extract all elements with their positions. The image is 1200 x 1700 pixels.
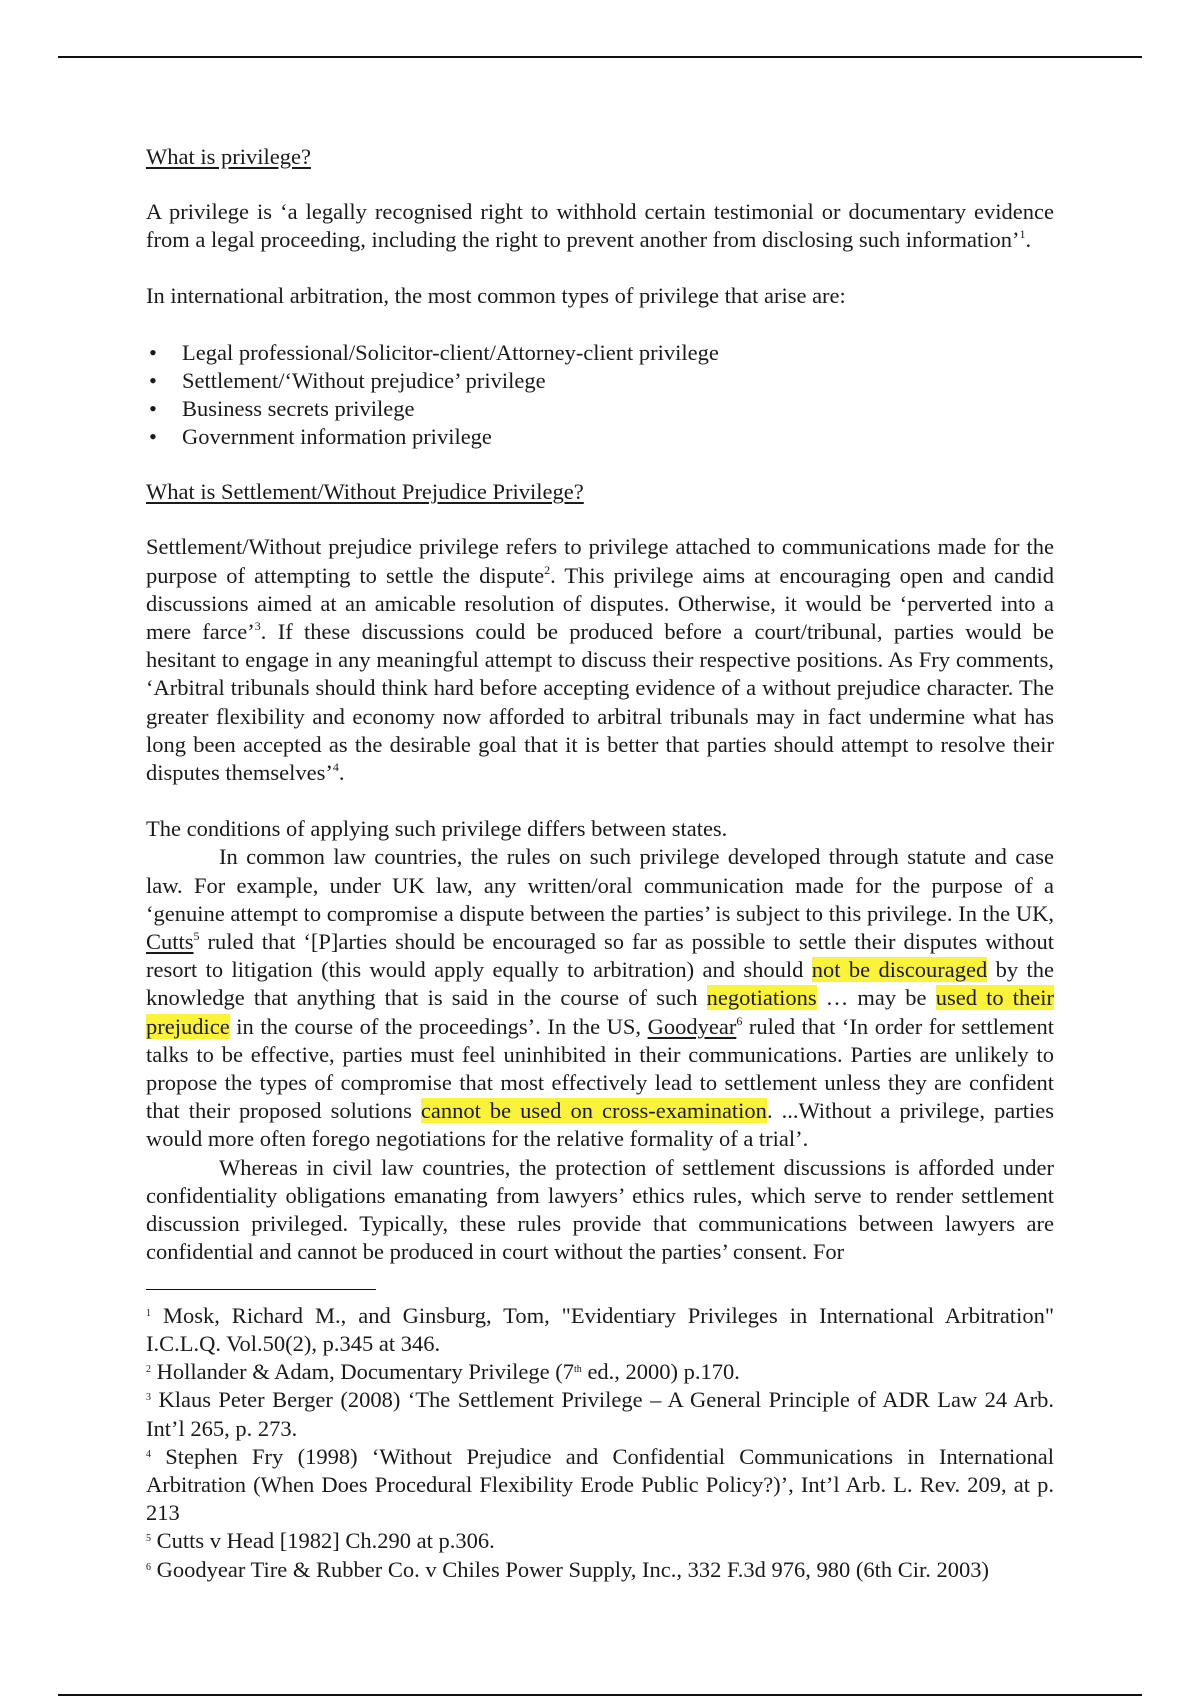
para5-text: in the course of the proceedings’. In the US, (229, 1013, 648, 1039)
footnote-ref-3[interactable]: 3 (254, 619, 261, 634)
footnote-number: 4 (146, 1448, 151, 1460)
highlight: not be discouraged (811, 957, 988, 983)
footnote-ref-2[interactable]: 2 (544, 562, 551, 577)
document-page (146, 142, 1054, 1584)
footnote (146, 1358, 1054, 1386)
footnote (146, 1443, 1054, 1528)
para1-text: A privilege is ‘a legally recognised right to withhold certain testimonial or documentary evidence from a legal proceeding, including the right to prevent another from disclosing such information’ (146, 199, 1054, 253)
privilege-types-list (146, 339, 1054, 452)
bullet-icon: • (149, 396, 157, 422)
para1-end: . (1025, 227, 1032, 253)
footnotes (146, 1302, 1054, 1584)
footnote (146, 1386, 1054, 1442)
bullet-icon: • (149, 339, 157, 365)
paragraph-conditions: The conditions of applying such privilege differs between states. (146, 816, 728, 842)
heading-settlement-privilege: What is Settlement/Without Prejudice Privilege? (146, 479, 584, 505)
list-item (146, 395, 1054, 423)
footnote-text: Goodyear Tire & Rubber Co. v Chiles Power Supply, Inc., 332 F.3d 976, 980 (6th Cir. 2003) (156, 1556, 989, 1582)
footnote-number: 2 (146, 1364, 151, 1376)
paragraph-privilege-definition (146, 198, 1054, 254)
highlight: used to their prejudice (146, 985, 1054, 1039)
para5-text: ruled that ‘[P]arties should be encouraged so far as possible to settle their disputes without resort to litigation (this would apply equally to arbitration) and should (146, 929, 1054, 983)
para5-text: In common law countries, the rules on such privilege developed through statute and case law. For example, under UK law, any written/oral communication made for the purpose of a ‘genuine attempt to compromise a dispute between the parties’ is subject to this privilege. In the UK, (146, 844, 1054, 926)
header-rule (58, 56, 1142, 58)
footnote-number: 5 (146, 1533, 151, 1545)
footnote (146, 1527, 1054, 1555)
highlight: negotiations (706, 985, 817, 1011)
paragraph-common-law (146, 843, 1054, 1153)
para3-sentence-2: . This privilege aims at encouraging open and candid discussions aimed at an amicable resolution of disputes. Otherwise, it would be ‘perverted into a mere farce’ (146, 562, 1054, 645)
para3-sentence-1: Settlement/Without prejudice privilege refers to privilege attached to communications made for the purpose of attempting to settle the dispute (146, 534, 1054, 588)
list-item-text: Legal professional/Solicitor-client/Attorney-client privilege (182, 339, 719, 365)
list-item-text: Government information privilege (182, 424, 492, 450)
para3-end: . (338, 760, 345, 786)
footnote-number: 6 (146, 1561, 151, 1573)
paragraph-settlement-privilege (146, 533, 1054, 787)
paragraph-privilege-types-intro: In international arbitration, the most common types of privilege that arise are: (146, 283, 846, 309)
footnote-number: 3 (146, 1392, 151, 1404)
footnote-superscript: th (574, 1364, 582, 1376)
footnote-ref-1[interactable]: 1 (1019, 227, 1026, 242)
paragraph-civil-law: Whereas in civil law countries, the protection of settlement discussions is afforded under confidentiality obligations emanating from lawyers’ ethics rules, which serve to render settlement discussion privileged. Typically, these rules provide that communications between lawyers are confidential and cannot be produced in court without the parties’ consent. For (146, 1154, 1054, 1265)
footnote-number: 1 (146, 1307, 151, 1319)
footnote-separator (146, 1289, 376, 1290)
footnote-ref-6[interactable]: 6 (736, 1013, 743, 1028)
footnote-text: Hollander & Adam, Documentary Privilege (7 (156, 1359, 575, 1385)
bullet-icon: • (149, 424, 157, 450)
case-goodyear: Goodyear (647, 1013, 737, 1039)
footer-rule (58, 1694, 1142, 1696)
footnote-ref-5[interactable]: 5 (193, 929, 200, 944)
footnote-text: Cutts v Head [1982] Ch.290 at p.306. (156, 1528, 495, 1554)
list-item-text: Business secrets privilege (182, 396, 415, 422)
list-item-text: Settlement/‘Without prejudice’ privilege (182, 367, 546, 393)
list-item (146, 367, 1054, 395)
footnote-ref-4[interactable]: 4 (332, 760, 339, 775)
footnote (146, 1556, 1054, 1584)
para5-text: by the knowledge that anything that is said in the course of such (146, 957, 1054, 1011)
para5-text: . ...Without a privilege, parties would more often forego negotiations for the relative formality of a trial’. (146, 1098, 1054, 1152)
highlight: cannot be used on cross-examination (420, 1098, 767, 1124)
list-item (146, 423, 1054, 451)
heading-what-is-privilege: What is privilege? (146, 144, 311, 169)
footnote (146, 1302, 1054, 1358)
list-item (146, 339, 1054, 367)
para3-sentence-3: . If these discussions could be produced before a court/tribunal, parties would be hesitant to engage in any meaningful attempt to discuss their respective positions. As Fry comments, ‘Arbitral tribunals should think hard before accepting evidence of a without prejudice character. The greater flexibility and economy now afforded to arbitral tribunals may in fact undermine what has long been accepted as the desirable goal that it is better that parties should attempt to resolve their disputes themselves’ (146, 619, 1055, 786)
para5-text: … may be (816, 985, 936, 1011)
footnote-text: Klaus Peter Berger (2008) ‘The Settlement Privilege – A General Principle of ADR Law 24 Arb. Int’l 265, p. 273. (146, 1387, 1054, 1441)
para5-text: ruled that ‘In order for settlement talks to be effective, parties must feel uninhibited in their communications. Parties are unlikely to propose the types of compromise that most effectively lead to settlement unless they are confident that their proposed solutions (146, 1013, 1054, 1124)
footnote-text: Stephen Fry (1998) ‘Without Prejudice and Confidential Communications in International Arbitration (When Does Procedural Flexibility Erode Public Policy?)’, Int’l Arb. L. Rev. 209, at p. 213 (146, 1443, 1054, 1526)
footnote-text: Mosk, Richard M., and Ginsburg, Tom, "Evidentiary Privileges in International Arbitration" I.C.L.Q. Vol.50(2), p.345 at 346. (146, 1302, 1054, 1356)
footnote-text: ed., 2000) p.170. (581, 1359, 740, 1385)
case-cutts: Cutts (146, 929, 194, 955)
bullet-icon: • (149, 367, 157, 393)
